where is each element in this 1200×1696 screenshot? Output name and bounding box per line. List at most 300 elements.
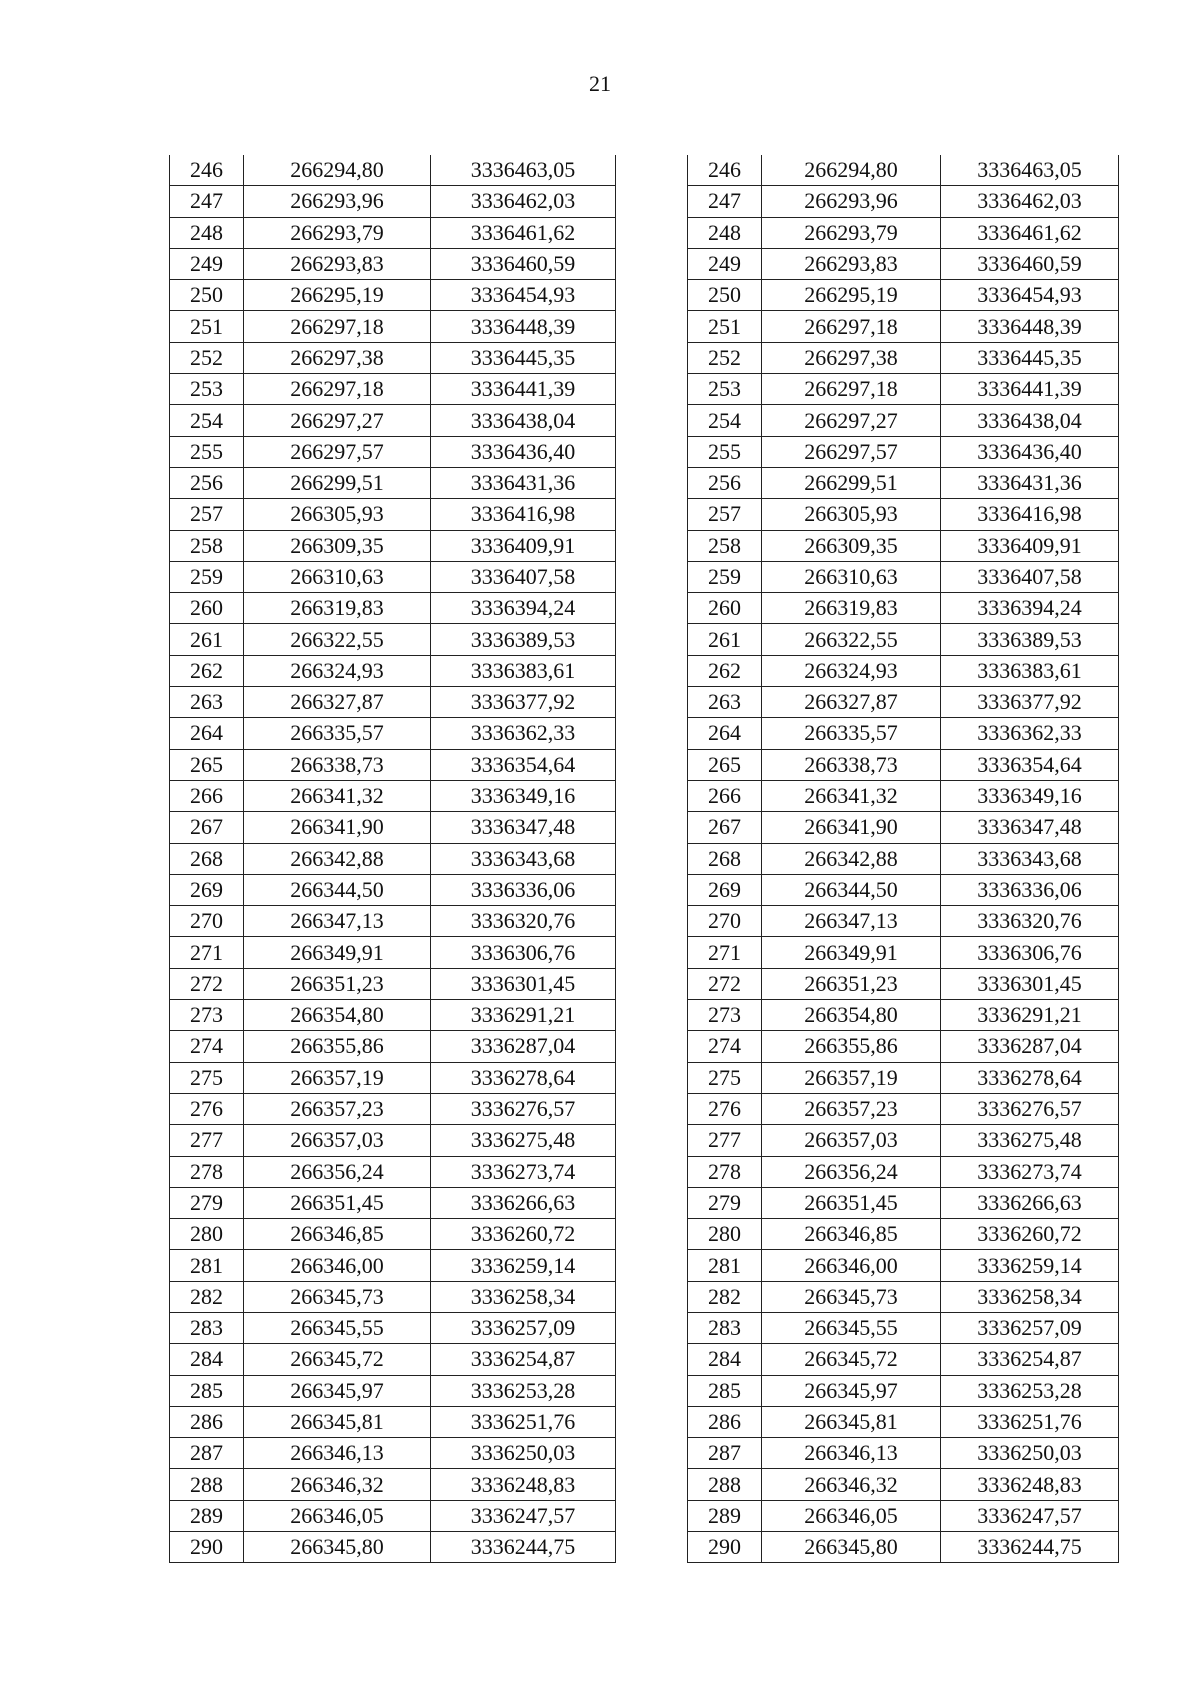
point-number-cell: 263 — [688, 687, 762, 718]
table-row — [688, 280, 1119, 311]
point-number-cell: 252 — [170, 342, 244, 373]
y-coordinate-cell: 3336462,03 — [941, 186, 1119, 217]
y-coordinate-cell: 3336383,61 — [431, 655, 616, 686]
point-number-cell: 246 — [688, 155, 762, 186]
point-number-cell: 289 — [170, 1500, 244, 1531]
table-row — [170, 1469, 616, 1500]
point-number-cell: 279 — [170, 1187, 244, 1218]
x-coordinate-cell: 266341,32 — [244, 780, 431, 811]
y-coordinate-cell: 3336407,58 — [431, 561, 616, 592]
x-coordinate-cell: 266345,80 — [762, 1532, 941, 1563]
point-number-cell: 253 — [170, 374, 244, 405]
table-row — [688, 248, 1119, 279]
x-coordinate-cell: 266345,73 — [244, 1281, 431, 1312]
y-coordinate-cell: 3336260,72 — [941, 1219, 1119, 1250]
x-coordinate-cell: 266297,57 — [762, 436, 941, 467]
point-number-cell: 266 — [170, 780, 244, 811]
x-coordinate-cell: 266351,23 — [762, 968, 941, 999]
y-coordinate-cell: 3336416,98 — [941, 499, 1119, 530]
y-coordinate-cell: 3336306,76 — [431, 937, 616, 968]
y-coordinate-cell: 3336259,14 — [431, 1250, 616, 1281]
point-number-cell: 246 — [170, 155, 244, 186]
point-number-cell: 271 — [688, 937, 762, 968]
x-coordinate-cell: 266295,19 — [244, 280, 431, 311]
y-coordinate-cell: 3336320,76 — [941, 906, 1119, 937]
coordinates-table-left-body — [170, 155, 616, 1563]
y-coordinate-cell: 3336250,03 — [941, 1438, 1119, 1469]
y-coordinate-cell: 3336389,53 — [431, 624, 616, 655]
table-row — [170, 1344, 616, 1375]
x-coordinate-cell: 266293,83 — [244, 248, 431, 279]
table-row — [688, 968, 1119, 999]
table-row — [688, 186, 1119, 217]
x-coordinate-cell: 266345,81 — [244, 1406, 431, 1437]
x-coordinate-cell: 266351,45 — [762, 1187, 941, 1218]
point-number-cell: 276 — [170, 1093, 244, 1124]
x-coordinate-cell: 266341,32 — [762, 780, 941, 811]
point-number-cell: 277 — [688, 1125, 762, 1156]
point-number-cell: 264 — [688, 718, 762, 749]
y-coordinate-cell: 3336454,93 — [431, 280, 616, 311]
table-row — [688, 436, 1119, 467]
point-number-cell: 278 — [170, 1156, 244, 1187]
table-row — [170, 812, 616, 843]
table-row — [170, 1250, 616, 1281]
table-row — [688, 1469, 1119, 1500]
point-number-cell: 284 — [688, 1344, 762, 1375]
y-coordinate-cell: 3336416,98 — [431, 499, 616, 530]
y-coordinate-cell: 3336362,33 — [431, 718, 616, 749]
table-row — [688, 1312, 1119, 1343]
table-row — [170, 1000, 616, 1031]
table-row — [688, 718, 1119, 749]
y-coordinate-cell: 3336247,57 — [941, 1500, 1119, 1531]
table-row — [688, 405, 1119, 436]
table-row — [170, 1375, 616, 1406]
y-coordinate-cell: 3336431,36 — [941, 467, 1119, 498]
point-number-cell: 267 — [688, 812, 762, 843]
y-coordinate-cell: 3336461,62 — [431, 217, 616, 248]
x-coordinate-cell: 266346,00 — [244, 1250, 431, 1281]
table-row — [688, 342, 1119, 373]
point-number-cell: 250 — [170, 280, 244, 311]
x-coordinate-cell: 266349,91 — [762, 937, 941, 968]
table-row — [170, 749, 616, 780]
table-row — [688, 311, 1119, 342]
table-row — [170, 1281, 616, 1312]
point-number-cell: 279 — [688, 1187, 762, 1218]
x-coordinate-cell: 266357,03 — [244, 1125, 431, 1156]
point-number-cell: 253 — [688, 374, 762, 405]
x-coordinate-cell: 266294,80 — [244, 155, 431, 186]
y-coordinate-cell: 3336266,63 — [941, 1187, 1119, 1218]
x-coordinate-cell: 266357,19 — [762, 1062, 941, 1093]
y-coordinate-cell: 3336259,14 — [941, 1250, 1119, 1281]
table-row — [688, 1500, 1119, 1531]
table-row — [688, 937, 1119, 968]
x-coordinate-cell: 266335,57 — [762, 718, 941, 749]
table-row — [170, 311, 616, 342]
point-number-cell: 248 — [170, 217, 244, 248]
x-coordinate-cell: 266305,93 — [244, 499, 431, 530]
y-coordinate-cell: 3336441,39 — [941, 374, 1119, 405]
table-row — [688, 1281, 1119, 1312]
x-coordinate-cell: 266345,73 — [762, 1281, 941, 1312]
y-coordinate-cell: 3336394,24 — [941, 593, 1119, 624]
x-coordinate-cell: 266351,23 — [244, 968, 431, 999]
point-number-cell: 278 — [688, 1156, 762, 1187]
table-row — [688, 1156, 1119, 1187]
y-coordinate-cell: 3336253,28 — [431, 1375, 616, 1406]
y-coordinate-cell: 3336291,21 — [431, 1000, 616, 1031]
y-coordinate-cell: 3336248,83 — [431, 1469, 616, 1500]
x-coordinate-cell: 266344,50 — [244, 874, 431, 905]
point-number-cell: 284 — [170, 1344, 244, 1375]
y-coordinate-cell: 3336343,68 — [941, 843, 1119, 874]
point-number-cell: 260 — [170, 593, 244, 624]
y-coordinate-cell: 3336278,64 — [941, 1062, 1119, 1093]
x-coordinate-cell: 266327,87 — [762, 687, 941, 718]
point-number-cell: 266 — [688, 780, 762, 811]
x-coordinate-cell: 266338,73 — [244, 749, 431, 780]
y-coordinate-cell: 3336291,21 — [941, 1000, 1119, 1031]
point-number-cell: 287 — [170, 1438, 244, 1469]
point-number-cell: 283 — [170, 1312, 244, 1343]
table-row — [688, 749, 1119, 780]
x-coordinate-cell: 266346,13 — [762, 1438, 941, 1469]
table-row — [688, 1250, 1119, 1281]
y-coordinate-cell: 3336377,92 — [431, 687, 616, 718]
y-coordinate-cell: 3336251,76 — [431, 1406, 616, 1437]
x-coordinate-cell: 266354,80 — [762, 1000, 941, 1031]
x-coordinate-cell: 266346,32 — [244, 1469, 431, 1500]
point-number-cell: 249 — [688, 248, 762, 279]
x-coordinate-cell: 266356,24 — [762, 1156, 941, 1187]
table-row — [170, 1532, 616, 1563]
y-coordinate-cell: 3336266,63 — [431, 1187, 616, 1218]
table-row — [688, 1062, 1119, 1093]
table-row — [170, 155, 616, 186]
y-coordinate-cell: 3336275,48 — [431, 1125, 616, 1156]
table-row — [170, 1219, 616, 1250]
y-coordinate-cell: 3336347,48 — [431, 812, 616, 843]
x-coordinate-cell: 266297,27 — [762, 405, 941, 436]
point-number-cell: 281 — [688, 1250, 762, 1281]
table-row — [170, 467, 616, 498]
x-coordinate-cell: 266319,83 — [244, 593, 431, 624]
x-coordinate-cell: 266346,85 — [762, 1219, 941, 1250]
point-number-cell: 288 — [170, 1469, 244, 1500]
point-number-cell: 258 — [170, 530, 244, 561]
y-coordinate-cell: 3336389,53 — [941, 624, 1119, 655]
y-coordinate-cell: 3336463,05 — [431, 155, 616, 186]
table-row — [170, 530, 616, 561]
point-number-cell: 277 — [170, 1125, 244, 1156]
point-number-cell: 276 — [688, 1093, 762, 1124]
x-coordinate-cell: 266357,19 — [244, 1062, 431, 1093]
coordinates-table-left — [169, 155, 616, 1563]
x-coordinate-cell: 266346,05 — [244, 1500, 431, 1531]
x-coordinate-cell: 266297,18 — [244, 311, 431, 342]
y-coordinate-cell: 3336409,91 — [431, 530, 616, 561]
x-coordinate-cell: 266344,50 — [762, 874, 941, 905]
point-number-cell: 286 — [688, 1406, 762, 1437]
table-row — [170, 436, 616, 467]
table-row — [688, 1344, 1119, 1375]
table-row — [688, 499, 1119, 530]
x-coordinate-cell: 266346,85 — [244, 1219, 431, 1250]
x-coordinate-cell: 266305,93 — [762, 499, 941, 530]
table-row — [688, 874, 1119, 905]
x-coordinate-cell: 266347,13 — [762, 906, 941, 937]
x-coordinate-cell: 266341,90 — [762, 812, 941, 843]
y-coordinate-cell: 3336301,45 — [941, 968, 1119, 999]
y-coordinate-cell: 3336320,76 — [431, 906, 616, 937]
table-row — [170, 624, 616, 655]
point-number-cell: 251 — [688, 311, 762, 342]
y-coordinate-cell: 3336441,39 — [431, 374, 616, 405]
y-coordinate-cell: 3336258,34 — [431, 1281, 616, 1312]
x-coordinate-cell: 266310,63 — [244, 561, 431, 592]
y-coordinate-cell: 3336343,68 — [431, 843, 616, 874]
x-coordinate-cell: 266293,83 — [762, 248, 941, 279]
y-coordinate-cell: 3336461,62 — [941, 217, 1119, 248]
x-coordinate-cell: 266309,35 — [762, 530, 941, 561]
y-coordinate-cell: 3336407,58 — [941, 561, 1119, 592]
point-number-cell: 267 — [170, 812, 244, 843]
y-coordinate-cell: 3336287,04 — [941, 1031, 1119, 1062]
x-coordinate-cell: 266322,55 — [762, 624, 941, 655]
table-row — [688, 1406, 1119, 1437]
point-number-cell: 273 — [170, 1000, 244, 1031]
table-row — [688, 655, 1119, 686]
x-coordinate-cell: 266324,93 — [244, 655, 431, 686]
point-number-cell: 272 — [170, 968, 244, 999]
y-coordinate-cell: 3336460,59 — [941, 248, 1119, 279]
x-coordinate-cell: 266345,80 — [244, 1532, 431, 1563]
point-number-cell: 285 — [170, 1375, 244, 1406]
x-coordinate-cell: 266354,80 — [244, 1000, 431, 1031]
y-coordinate-cell: 3336248,83 — [941, 1469, 1119, 1500]
table-row — [688, 530, 1119, 561]
table-row — [170, 655, 616, 686]
y-coordinate-cell: 3336278,64 — [431, 1062, 616, 1093]
y-coordinate-cell: 3336354,64 — [941, 749, 1119, 780]
x-coordinate-cell: 266345,72 — [762, 1344, 941, 1375]
x-coordinate-cell: 266299,51 — [244, 467, 431, 498]
point-number-cell: 269 — [688, 874, 762, 905]
table-row — [170, 780, 616, 811]
y-coordinate-cell: 3336273,74 — [941, 1156, 1119, 1187]
point-number-cell: 275 — [170, 1062, 244, 1093]
y-coordinate-cell: 3336258,34 — [941, 1281, 1119, 1312]
point-number-cell: 262 — [688, 655, 762, 686]
table-row — [688, 217, 1119, 248]
table-row — [170, 374, 616, 405]
y-coordinate-cell: 3336347,48 — [941, 812, 1119, 843]
point-number-cell: 282 — [688, 1281, 762, 1312]
x-coordinate-cell: 266297,27 — [244, 405, 431, 436]
y-coordinate-cell: 3336301,45 — [431, 968, 616, 999]
table-row — [170, 248, 616, 279]
table-row — [170, 687, 616, 718]
table-row — [170, 1438, 616, 1469]
table-row — [170, 280, 616, 311]
table-row — [688, 467, 1119, 498]
table-row — [170, 968, 616, 999]
x-coordinate-cell: 266345,81 — [762, 1406, 941, 1437]
y-coordinate-cell: 3336306,76 — [941, 937, 1119, 968]
point-number-cell: 268 — [688, 843, 762, 874]
y-coordinate-cell: 3336436,40 — [431, 436, 616, 467]
table-row — [688, 561, 1119, 592]
y-coordinate-cell: 3336460,59 — [431, 248, 616, 279]
x-coordinate-cell: 266355,86 — [762, 1031, 941, 1062]
y-coordinate-cell: 3336247,57 — [431, 1500, 616, 1531]
y-coordinate-cell: 3336336,06 — [431, 874, 616, 905]
x-coordinate-cell: 266310,63 — [762, 561, 941, 592]
y-coordinate-cell: 3336244,75 — [941, 1532, 1119, 1563]
x-coordinate-cell: 266346,00 — [762, 1250, 941, 1281]
point-number-cell: 283 — [688, 1312, 762, 1343]
y-coordinate-cell: 3336409,91 — [941, 530, 1119, 561]
table-row — [688, 906, 1119, 937]
point-number-cell: 282 — [170, 1281, 244, 1312]
y-coordinate-cell: 3336287,04 — [431, 1031, 616, 1062]
table-row — [688, 1093, 1119, 1124]
point-number-cell: 259 — [688, 561, 762, 592]
y-coordinate-cell: 3336445,35 — [941, 342, 1119, 373]
y-coordinate-cell: 3336448,39 — [431, 311, 616, 342]
point-number-cell: 263 — [170, 687, 244, 718]
point-number-cell: 280 — [688, 1219, 762, 1250]
table-row — [688, 1219, 1119, 1250]
table-row — [688, 687, 1119, 718]
table-row — [170, 1093, 616, 1124]
point-number-cell: 261 — [688, 624, 762, 655]
y-coordinate-cell: 3336257,09 — [431, 1312, 616, 1343]
x-coordinate-cell: 266357,03 — [762, 1125, 941, 1156]
point-number-cell: 251 — [170, 311, 244, 342]
y-coordinate-cell: 3336257,09 — [941, 1312, 1119, 1343]
y-coordinate-cell: 3336431,36 — [431, 467, 616, 498]
table-row — [688, 1000, 1119, 1031]
point-number-cell: 256 — [170, 467, 244, 498]
table-row — [170, 1125, 616, 1156]
point-number-cell: 280 — [170, 1219, 244, 1250]
point-number-cell: 290 — [170, 1532, 244, 1563]
x-coordinate-cell: 266309,35 — [244, 530, 431, 561]
table-row — [170, 1187, 616, 1218]
x-coordinate-cell: 266294,80 — [762, 155, 941, 186]
table-row — [170, 1031, 616, 1062]
y-coordinate-cell: 3336336,06 — [941, 874, 1119, 905]
table-row — [170, 1062, 616, 1093]
coordinates-table-right-body — [688, 155, 1119, 1563]
table-row — [170, 937, 616, 968]
point-number-cell: 254 — [170, 405, 244, 436]
x-coordinate-cell: 266351,45 — [244, 1187, 431, 1218]
x-coordinate-cell: 266346,05 — [762, 1500, 941, 1531]
y-coordinate-cell: 3336377,92 — [941, 687, 1119, 718]
y-coordinate-cell: 3336273,74 — [431, 1156, 616, 1187]
table-row — [688, 1187, 1119, 1218]
table-row — [688, 843, 1119, 874]
x-coordinate-cell: 266297,38 — [762, 342, 941, 373]
x-coordinate-cell: 266338,73 — [762, 749, 941, 780]
table-row — [688, 812, 1119, 843]
table-row — [170, 1406, 616, 1437]
y-coordinate-cell: 3336436,40 — [941, 436, 1119, 467]
x-coordinate-cell: 266357,23 — [244, 1093, 431, 1124]
y-coordinate-cell: 3336354,64 — [431, 749, 616, 780]
table-row — [170, 843, 616, 874]
x-coordinate-cell: 266293,96 — [244, 186, 431, 217]
point-number-cell: 258 — [688, 530, 762, 561]
point-number-cell: 289 — [688, 1500, 762, 1531]
point-number-cell: 270 — [688, 906, 762, 937]
table-row — [688, 593, 1119, 624]
y-coordinate-cell: 3336250,03 — [431, 1438, 616, 1469]
point-number-cell: 290 — [688, 1532, 762, 1563]
x-coordinate-cell: 266335,57 — [244, 718, 431, 749]
table-row — [688, 1438, 1119, 1469]
table-row — [688, 155, 1119, 186]
point-number-cell: 274 — [170, 1031, 244, 1062]
x-coordinate-cell: 266346,32 — [762, 1469, 941, 1500]
point-number-cell: 269 — [170, 874, 244, 905]
point-number-cell: 288 — [688, 1469, 762, 1500]
point-number-cell: 252 — [688, 342, 762, 373]
point-number-cell: 248 — [688, 217, 762, 248]
point-number-cell: 255 — [688, 436, 762, 467]
point-number-cell: 286 — [170, 1406, 244, 1437]
table-row — [170, 874, 616, 905]
x-coordinate-cell: 266347,13 — [244, 906, 431, 937]
point-number-cell: 268 — [170, 843, 244, 874]
point-number-cell: 259 — [170, 561, 244, 592]
y-coordinate-cell: 3336349,16 — [431, 780, 616, 811]
y-coordinate-cell: 3336448,39 — [941, 311, 1119, 342]
x-coordinate-cell: 266346,13 — [244, 1438, 431, 1469]
point-number-cell: 274 — [688, 1031, 762, 1062]
x-coordinate-cell: 266345,55 — [762, 1312, 941, 1343]
y-coordinate-cell: 3336362,33 — [941, 718, 1119, 749]
table-row — [170, 718, 616, 749]
point-number-cell: 270 — [170, 906, 244, 937]
x-coordinate-cell: 266324,93 — [762, 655, 941, 686]
table-row — [170, 217, 616, 248]
y-coordinate-cell: 3336254,87 — [941, 1344, 1119, 1375]
point-number-cell: 281 — [170, 1250, 244, 1281]
x-coordinate-cell: 266297,18 — [244, 374, 431, 405]
x-coordinate-cell: 266299,51 — [762, 467, 941, 498]
x-coordinate-cell: 266349,91 — [244, 937, 431, 968]
point-number-cell: 250 — [688, 280, 762, 311]
x-coordinate-cell: 266297,57 — [244, 436, 431, 467]
point-number-cell: 257 — [688, 499, 762, 530]
point-number-cell: 247 — [170, 186, 244, 217]
x-coordinate-cell: 266297,38 — [244, 342, 431, 373]
x-coordinate-cell: 266341,90 — [244, 812, 431, 843]
x-coordinate-cell: 266295,19 — [762, 280, 941, 311]
y-coordinate-cell: 3336254,87 — [431, 1344, 616, 1375]
table-row — [688, 780, 1119, 811]
y-coordinate-cell: 3336244,75 — [431, 1532, 616, 1563]
coordinates-table-right — [687, 155, 1119, 1563]
y-coordinate-cell: 3336276,57 — [431, 1093, 616, 1124]
y-coordinate-cell: 3336275,48 — [941, 1125, 1119, 1156]
